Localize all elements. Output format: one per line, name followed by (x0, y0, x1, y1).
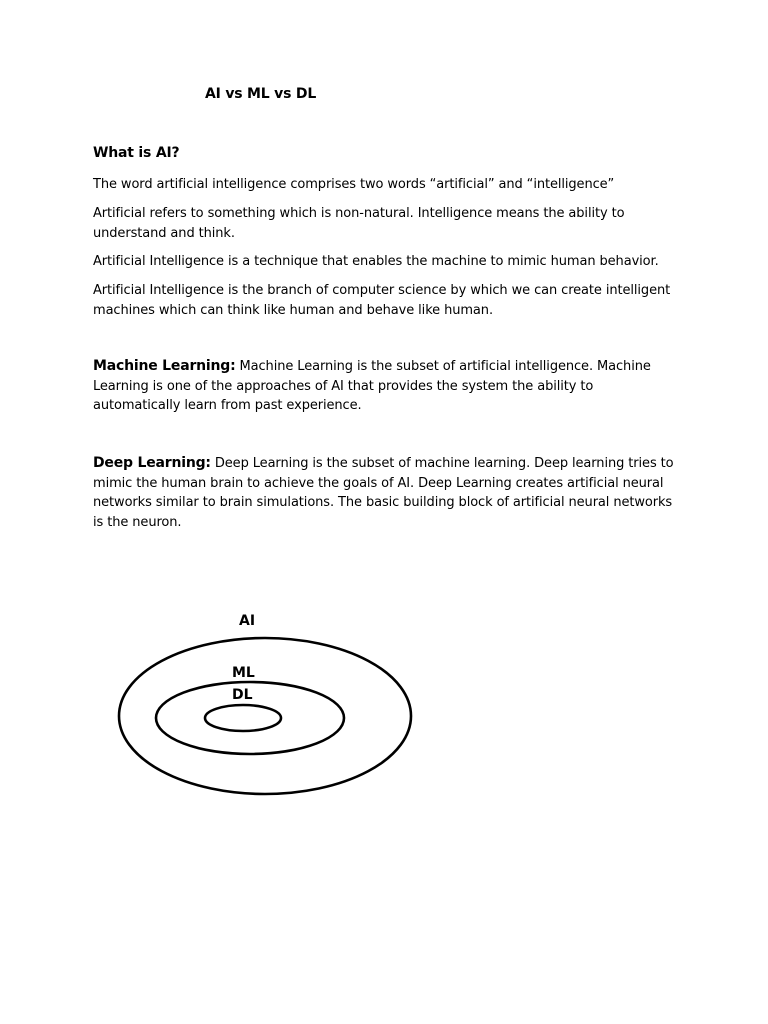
ai-label: AI (239, 613, 256, 629)
ai-ellipse (119, 638, 411, 794)
paragraph-ai-branch: Artificial Intelligence is the branch of computer science by which we can create intelligent machines which can think like human and behave like human. (93, 283, 671, 318)
deep-learning-lead: Deep Learning: (93, 455, 211, 471)
paragraph-artificial-meaning: Artificial refers to something which is non-natural. Intelligence means the ability to understand and think. (93, 206, 625, 241)
nested-ellipses-figure (110, 600, 430, 830)
paragraph-ai-technique: Artificial Intelligence is a technique that enables the machine to mimic human behavior. (93, 254, 659, 269)
ai-ml-dl-diagram (110, 600, 430, 830)
deep-learning-text: Deep Learning is the subset of machine learning. Deep learning tries to mimic the human brain to achieve the goals of AI. Deep Learning creates artificial neural networks similar to brain simulations. The basic building block of artificial neural networks is the neuron. (93, 456, 674, 530)
paragraph-deep-learning (93, 454, 683, 532)
machine-learning-text: Machine Learning is the subset of artificial intelligence. Machine Learning is one of the approaches of AI that provides the system the ability to automatically learn from past experience. (93, 359, 651, 413)
dl-ellipse (205, 705, 281, 731)
dl-label: DL (232, 687, 253, 703)
section-heading-what-is-ai: What is AI? (93, 145, 180, 161)
machine-learning-lead: Machine Learning: (93, 358, 236, 374)
paragraph-ai-definition: The word artificial intelligence comprises two words “artificial” and “intelligence” (93, 177, 615, 192)
paragraph-machine-learning (93, 357, 683, 416)
document-title: AI vs ML vs DL (205, 86, 317, 102)
ml-label: ML (232, 665, 255, 681)
